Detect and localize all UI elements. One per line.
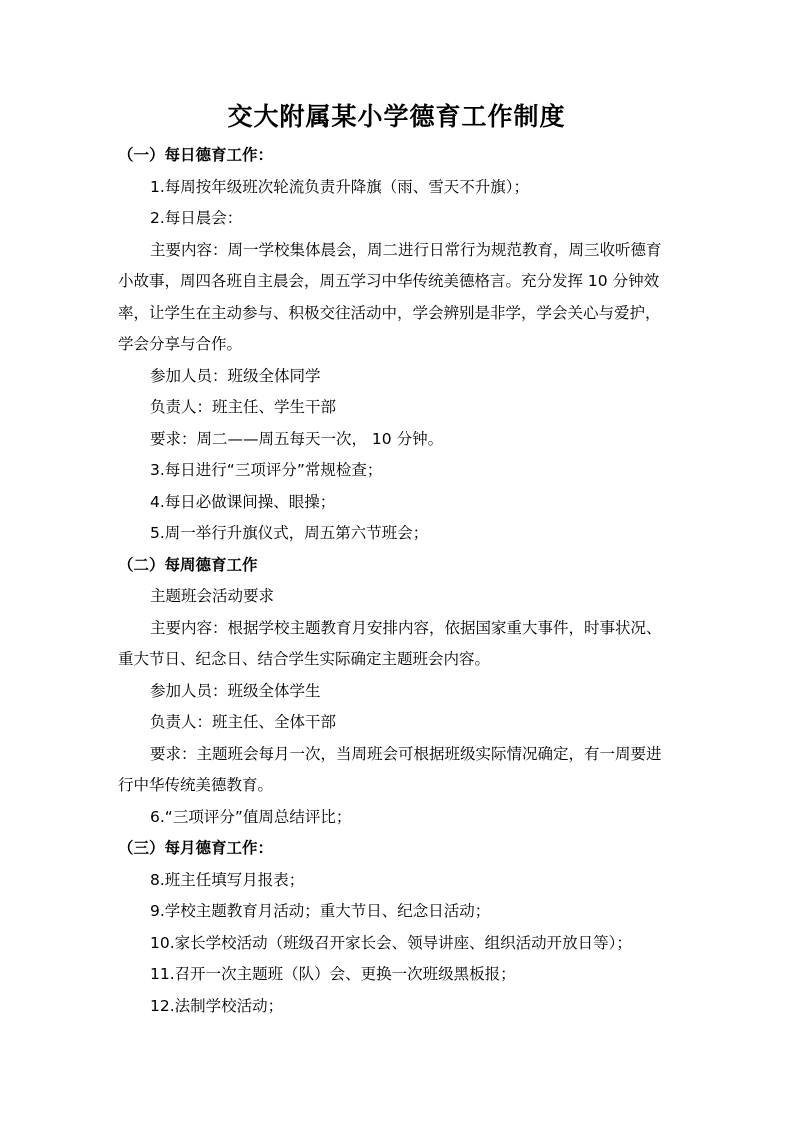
paragraph-line: 小故事，周四各班自主晨会，周五学习中华传统美德格言。充分发挥 10 分钟效 (118, 272, 660, 290)
paragraph-line: 率，让学生在主动参与、积极交往活动中，学会辨别是非学，学会关心与爱护， (118, 304, 661, 322)
paragraph-line: 3.每日进行“三项评分”常规检查； (150, 461, 383, 479)
paragraph-line: 11.召开一次主题班（队）会、更换一次班级黑板报； (150, 965, 516, 983)
section-heading-monthly: （三）每月德育工作： (118, 839, 274, 857)
section-heading-weekly: （二）每周德育工作 (118, 556, 258, 574)
paragraph-line: 9.学校主题教育月活动；重大节日、纪念日活动； (150, 902, 491, 920)
paragraph-line: 负责人：班主任、全体干部 (150, 713, 337, 731)
paragraph-line: 参加人员：班级全体学生 (150, 682, 321, 700)
paragraph-line: 2.每日晨会： (150, 209, 243, 227)
document-title: 交大附属某小学德育工作制度 (227, 102, 566, 131)
paragraph-line: 行中华传统美德教育。 (118, 776, 274, 794)
paragraph-line: 主要内容：根据学校主题教育月安排内容，依据国家重大事件，时事状况、 (150, 619, 662, 637)
paragraph-line: 5.周一举行升旗仪式，周五第六节班会； (150, 524, 429, 542)
paragraph-line: 10.家长学校活动（班级召开家长会、领导讲座、组织活动开放日等）； (150, 934, 632, 952)
section-heading-daily: （一）每日德育工作： (118, 146, 274, 164)
paragraph-line: 要求：主题班会每月一次，当周班会可根据班级实际情况确定，有一周要进 (150, 745, 662, 763)
paragraph-line: 要求：周二——周五每天一次， 10 分钟。 (150, 430, 444, 448)
paragraph-line: 1.每周按年级班次轮流负责升降旗（雨、雪天不升旗）； (150, 178, 530, 196)
paragraph-line: 12.法制学校活动； (150, 997, 284, 1015)
paragraph-line: 学会分享与合作。 (118, 335, 243, 353)
paragraph-line: 4.每日必做课间操、眼操； (150, 493, 336, 511)
paragraph-line: 负责人：班主任、学生干部 (150, 398, 337, 416)
paragraph-line: 主要内容：周一学校集体晨会，周二进行日常行为规范教育，周三收听德育 (150, 241, 662, 259)
paragraph-line: 参加人员：班级全体同学 (150, 367, 321, 385)
paragraph-line: 主题班会活动要求 (150, 587, 275, 605)
paragraph-line: 6.“三项评分”值周总结评比； (150, 808, 352, 826)
paragraph-line: 重大节日、纪念日、结合学生实际确定主题班会内容。 (118, 650, 491, 668)
paragraph-line: 8.班主任填写月报表； (150, 871, 305, 889)
